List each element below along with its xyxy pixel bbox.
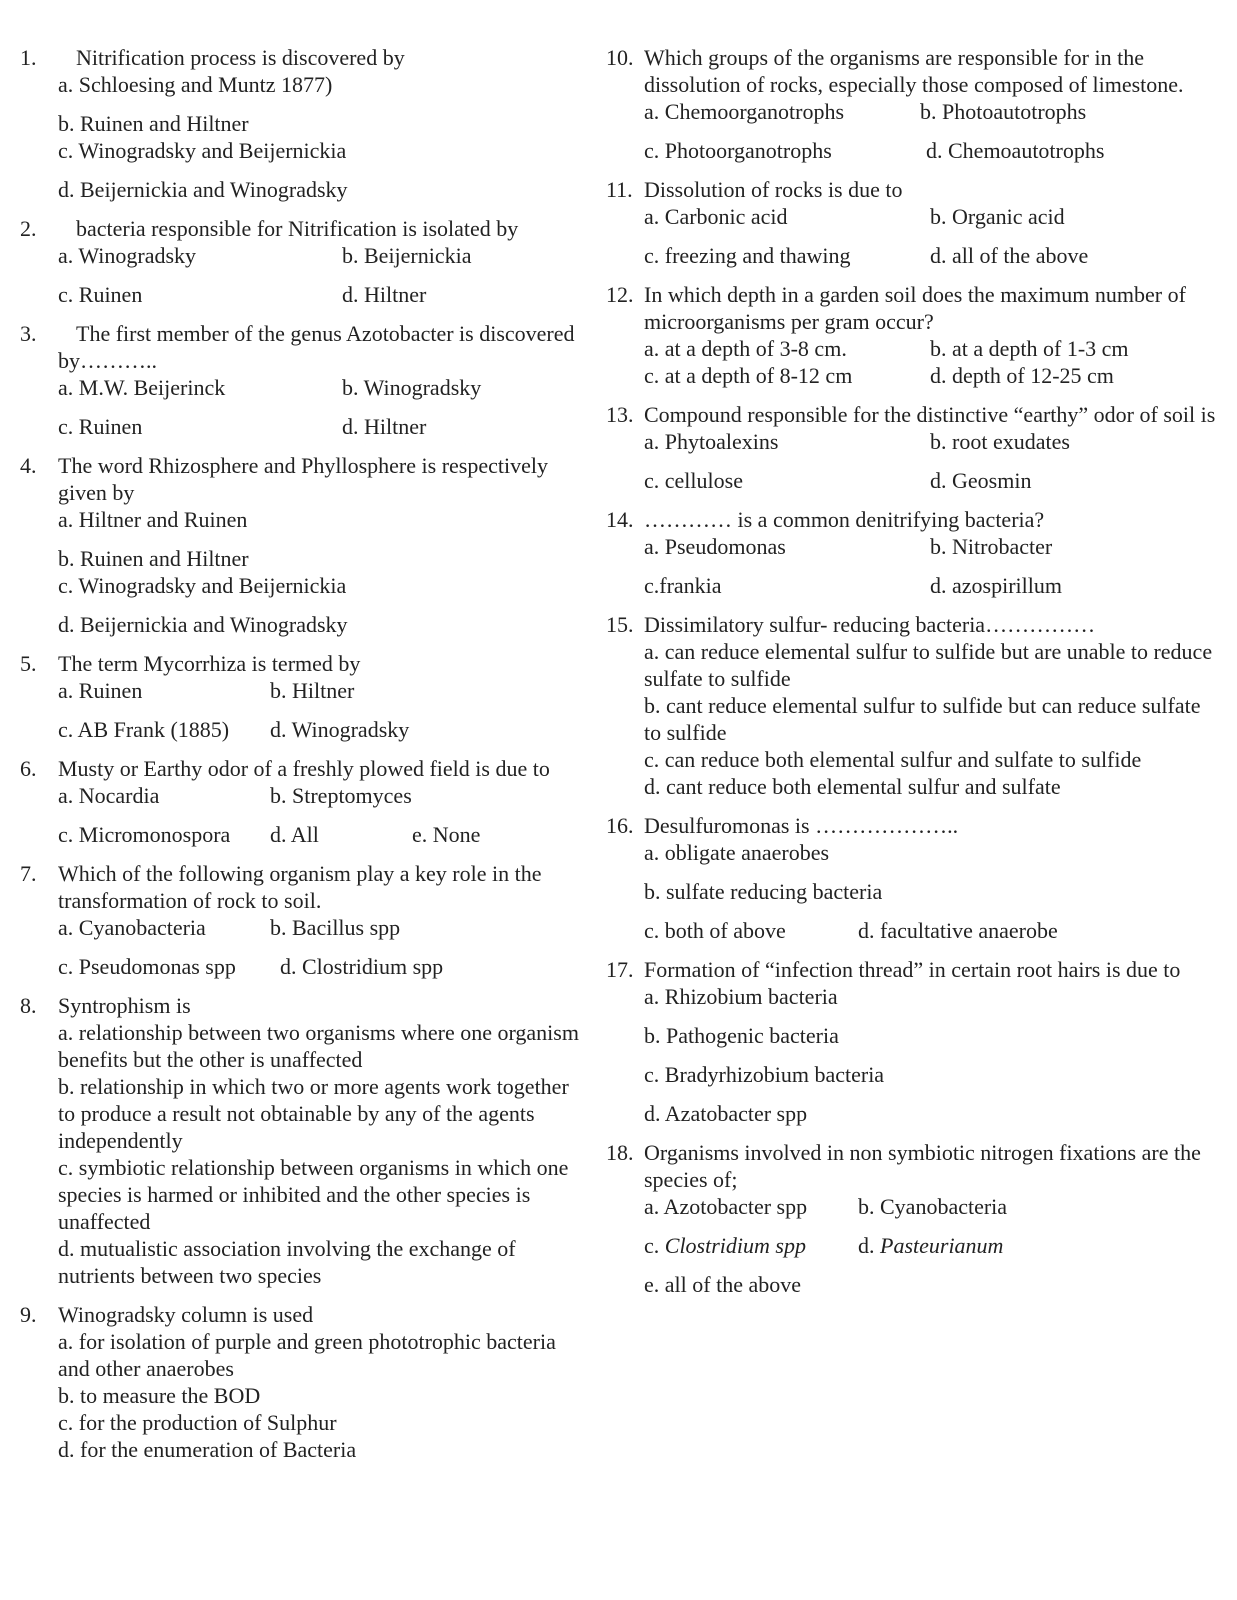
option-d: d. azospirillum	[930, 573, 1062, 598]
option-c: c. Photoorganotrophs	[644, 138, 832, 163]
question-text: Nitrification process is discovered by	[76, 45, 405, 70]
option-c: c. Winogradsky and Beijernickia	[58, 138, 347, 163]
option-a: a. Rhizobium bacteria	[644, 984, 838, 1009]
question-number: 3.	[20, 321, 37, 346]
option-a: a. M.W. Beijerinck	[58, 375, 226, 400]
option-b: b. Cyanobacteria	[858, 1194, 1008, 1219]
question-14	[606, 506, 1216, 599]
option-row	[644, 335, 1216, 362]
option-a: a. Winogradsky	[58, 243, 197, 268]
question-number: 15.	[606, 612, 634, 637]
option-e: e. all of the above	[644, 1272, 801, 1297]
option-d: d. Winogradsky	[270, 717, 410, 742]
option-row	[58, 374, 590, 401]
option-b: b. Organic acid	[930, 204, 1065, 229]
option-b: b. Beijernickia	[342, 243, 472, 268]
option-d	[858, 1232, 1003, 1259]
option-d: d. Hiltner	[342, 414, 427, 439]
option-d-prefix: d.	[858, 1233, 880, 1258]
question-17	[606, 956, 1216, 1127]
question-number: 16.	[606, 813, 634, 838]
option-a: a. obligate anaerobes	[644, 840, 830, 865]
option-row	[644, 1193, 1216, 1220]
question-text: Formation of “infection thread” in certain root hairs is due to	[644, 957, 1181, 982]
question-6	[20, 755, 590, 848]
question-5	[20, 650, 590, 743]
option-a: a. for isolation of purple and green phototrophic bacteria and other anaerobes	[58, 1329, 556, 1381]
option-c: c. Micromonospora	[58, 822, 231, 847]
option-b: b. sulfate reducing bacteria	[644, 879, 883, 904]
question-number: 2.	[20, 216, 37, 241]
option-row	[644, 533, 1216, 560]
question-8	[20, 992, 590, 1289]
question-text: Winogradsky column is used	[58, 1302, 314, 1327]
option-b: b. Pathogenic bacteria	[644, 1023, 839, 1048]
question-number: 4.	[20, 453, 37, 478]
option-b: b. Nitrobacter	[930, 534, 1053, 559]
option-row	[644, 362, 1216, 389]
option-c: c. Pseudomonas spp	[58, 954, 236, 979]
option-d-text: Pasteurianum	[880, 1233, 1004, 1258]
question-15	[606, 611, 1216, 800]
question-text: Dissimilatory sulfur- reducing bacteria……………	[644, 612, 1096, 637]
option-row	[644, 428, 1216, 455]
option-b: b. Winogradsky	[342, 375, 482, 400]
question-text: Desulfuromonas is ………………..	[644, 813, 959, 838]
question-text: The first member of the genus Azotobacter is discovered by………..	[58, 321, 575, 373]
option-row	[58, 242, 590, 269]
option-b: b. Ruinen and Hiltner	[58, 111, 249, 136]
option-a: a. Nocardia	[58, 783, 160, 808]
option-e: e. None	[412, 822, 481, 847]
option-row	[58, 677, 590, 704]
question-number: 14.	[606, 507, 634, 532]
option-a: a. Azotobacter spp	[644, 1194, 808, 1219]
option-row	[644, 98, 1216, 125]
question-number: 17.	[606, 957, 634, 982]
option-a: a. can reduce elemental sulfur to sulfide but are unable to reduce sulfate to sulfide	[644, 639, 1213, 691]
option-b: b. Ruinen and Hiltner	[58, 546, 249, 571]
option-d: d. Geosmin	[930, 468, 1032, 493]
question-text: Syntrophism is	[58, 993, 191, 1018]
option-c-text: Clostridium spp	[664, 1233, 806, 1258]
option-b: b. at a depth of 1-3 cm	[930, 336, 1129, 361]
question-4	[20, 452, 590, 638]
option-d: d. All	[270, 822, 319, 847]
option-row	[644, 1232, 1216, 1259]
option-a: a. Schloesing and Muntz 1877)	[58, 72, 333, 97]
option-a: a. Carbonic acid	[644, 204, 788, 229]
left-column	[20, 44, 590, 1475]
question-9	[20, 1301, 590, 1463]
option-a: a. Hiltner and Ruinen	[58, 507, 248, 532]
option-row	[644, 137, 1216, 164]
option-d: d. all of the above	[930, 243, 1089, 268]
option-d: d. Beijernickia and Winogradsky	[58, 177, 348, 202]
option-d: d. Clostridium spp	[280, 954, 444, 979]
option-row	[644, 242, 1216, 269]
option-b: b. Photoautotrophs	[920, 99, 1087, 124]
option-b: b. Streptomyces	[270, 783, 412, 808]
question-number: 9.	[20, 1302, 37, 1327]
question-text: Compound responsible for the distinctive “earthy” odor of soil is	[644, 402, 1216, 427]
option-c: c. for the production of Sulphur	[58, 1410, 337, 1435]
option-d: d. facultative anaerobe	[858, 918, 1058, 943]
question-text: The word Rhizosphere and Phyllosphere is respectively given by	[58, 453, 548, 505]
option-a: a. Pseudomonas	[644, 534, 786, 559]
question-number: 6.	[20, 756, 37, 781]
question-number: 1.	[20, 45, 37, 70]
option-row	[58, 281, 590, 308]
question-7	[20, 860, 590, 980]
question-text: ………… is a common denitrifying bacteria?	[644, 507, 1045, 532]
option-c: c. AB Frank (1885)	[58, 717, 230, 742]
question-number: 12.	[606, 282, 634, 307]
question-18	[606, 1139, 1216, 1298]
option-c: c. Ruinen	[58, 414, 143, 439]
question-16	[606, 812, 1216, 944]
option-d: d. for the enumeration of Bacteria	[58, 1437, 357, 1462]
question-text: Dissolution of rocks is due to	[644, 177, 903, 202]
option-row	[58, 716, 590, 743]
question-text: Which groups of the organisms are responsible for in the dissolution of rocks, especially those composed of limestone.	[644, 45, 1184, 97]
question-text: In which depth in a garden soil does the maximum number of microorganisms per gram occur?	[644, 282, 1186, 334]
option-d: d. cant reduce both elemental sulfur and sulfate	[644, 774, 1061, 799]
option-c: c. Winogradsky and Beijernickia	[58, 573, 347, 598]
option-row	[644, 203, 1216, 230]
question-1	[20, 44, 590, 203]
option-row	[644, 917, 1216, 944]
option-row	[58, 914, 590, 941]
option-row	[58, 413, 590, 440]
option-c: c.frankia	[644, 573, 722, 598]
option-b: b. Bacillus spp	[270, 915, 401, 940]
option-c: c. Ruinen	[58, 282, 143, 307]
option-d: d. Hiltner	[342, 282, 427, 307]
option-c: c. freezing and thawing	[644, 243, 851, 268]
option-row	[644, 572, 1216, 599]
question-13	[606, 401, 1216, 494]
question-3	[20, 320, 590, 440]
option-a: a. relationship between two organisms where one organism benefits but the other is unaffected	[58, 1020, 579, 1072]
option-row	[58, 821, 590, 848]
option-c: c. both of above	[644, 918, 786, 943]
option-a: a. Chemoorganotrophs	[644, 99, 845, 124]
option-c	[644, 1232, 858, 1259]
option-c: c. cellulose	[644, 468, 743, 493]
question-text: Organisms involved in non symbiotic nitrogen fixations are the species of;	[644, 1140, 1201, 1192]
option-a: a. Ruinen	[58, 678, 143, 703]
option-d: d. Azatobacter spp	[644, 1101, 808, 1126]
question-text: Which of the following organism play a key role in the transformation of rock to soil.	[58, 861, 542, 913]
question-text: Musty or Earthy odor of a freshly plowed field is due to	[58, 756, 550, 781]
option-c-prefix: c.	[644, 1233, 665, 1258]
question-number: 18.	[606, 1140, 634, 1165]
option-d: d. depth of 12-25 cm	[930, 363, 1114, 388]
option-b: b. relationship in which two or more agents work together to produce a result not obtainable by any of the agents independently	[58, 1074, 569, 1153]
question-number: 13.	[606, 402, 634, 427]
question-text: bacteria responsible for Nitrification is isolated by	[76, 216, 519, 241]
option-b: b. Hiltner	[270, 678, 355, 703]
option-row	[58, 953, 590, 980]
option-b: b. root exudates	[930, 429, 1070, 454]
option-a: a. Cyanobacteria	[58, 915, 206, 940]
question-number: 11.	[606, 177, 633, 202]
question-number: 10.	[606, 45, 634, 70]
option-a: a. Phytoalexins	[644, 429, 779, 454]
question-number: 8.	[20, 993, 37, 1018]
question-10	[606, 44, 1216, 164]
question-number: 5.	[20, 651, 37, 676]
right-column	[606, 44, 1216, 1310]
option-a: a. at a depth of 3-8 cm.	[644, 336, 847, 361]
option-c: c. Bradyrhizobium bacteria	[644, 1062, 885, 1087]
option-c: c. symbiotic relationship between organisms in which one species is harmed or inhibited and the other species is unaffected	[58, 1155, 569, 1234]
question-12	[606, 281, 1216, 389]
option-row	[58, 782, 590, 809]
question-number: 7.	[20, 861, 37, 886]
option-row	[644, 467, 1216, 494]
option-b: b. to measure the BOD	[58, 1383, 261, 1408]
question-11	[606, 176, 1216, 269]
option-c: c. at a depth of 8-12 cm	[644, 363, 853, 388]
question-text: The term Mycorrhiza is termed by	[58, 651, 361, 676]
question-2	[20, 215, 590, 308]
option-d: d. Chemoautotrophs	[926, 138, 1105, 163]
option-b: b. cant reduce elemental sulfur to sulfide but can reduce sulfate to sulfide	[644, 693, 1201, 745]
option-c: c. can reduce both elemental sulfur and sulfate to sulfide	[644, 747, 1142, 772]
option-d: d. Beijernickia and Winogradsky	[58, 612, 348, 637]
option-d: d. mutualistic association involving the exchange of nutrients between two species	[58, 1236, 516, 1288]
